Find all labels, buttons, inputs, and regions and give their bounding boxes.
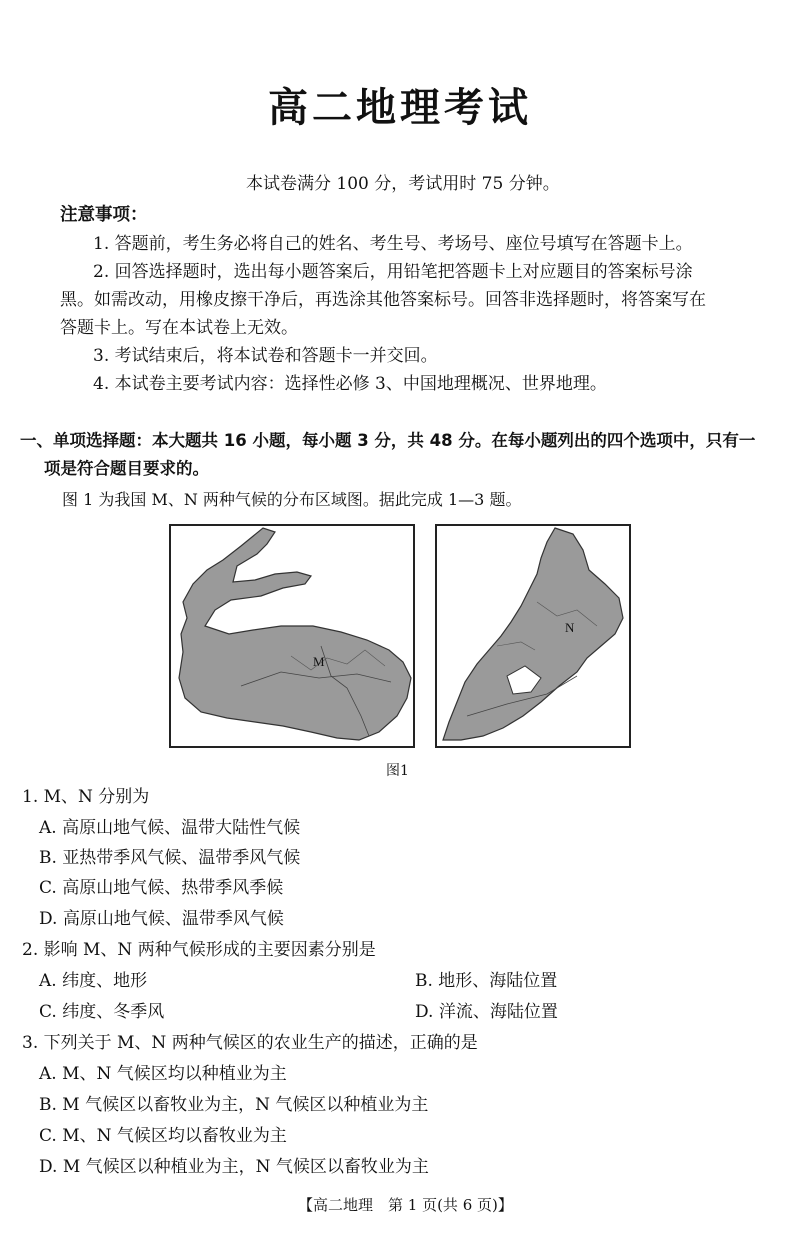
note-item-2-cont: 黑。如需改动，用橡皮擦干净后，再选涂其他答案标号。回答非选择题时，将答案写在 <box>60 290 706 310</box>
question-prompt: 图 1 为我国 M、N 两种气候的分布区域图。据此完成 1—3 题。 <box>62 490 522 509</box>
question-3-option-d: D. M 气候区以种植业为主，N 气候区以畜牧业为主 <box>39 1157 429 1177</box>
question-3-stem: 3. 下列关于 M、N 两种气候区的农业生产的描述，正确的是 <box>22 1033 478 1053</box>
question-3-option-b: B. M 气候区以畜牧业为主，N 气候区以种植业为主 <box>39 1095 429 1115</box>
question-1-option-d: D. 高原山地气候、温带季风气候 <box>39 909 284 929</box>
page-footer: 【高二地理 第 1 页(共 6 页)】 <box>298 1196 513 1214</box>
figure-caption: 图1 <box>386 763 409 779</box>
question-2-option-d: D. 洋流、海陆位置 <box>415 1002 558 1022</box>
question-2-option-a: A. 纬度、地形 <box>39 971 148 991</box>
question-2-stem: 2. 影响 M、N 两种气候形成的主要因素分别是 <box>22 940 376 960</box>
question-3-option-c: C. M、N 气候区均以畜牧业为主 <box>39 1126 287 1146</box>
question-1-option-c: C. 高原山地气候、热带季风季候 <box>39 878 284 898</box>
note-item-3: 3. 考试结束后，将本试卷和答题卡一并交回。 <box>93 346 438 366</box>
question-1-option-a: A. 高原山地气候、温带大陆性气候 <box>39 818 301 838</box>
notes-heading: 注意事项： <box>60 205 148 225</box>
map-m-figure <box>171 526 413 746</box>
question-1-option-b: B. 亚热带季风气候、温带季风气候 <box>39 848 301 868</box>
note-item-1: 1. 答题前，考生务必将自己的姓名、考生号、考场号、座位号填写在答题卡上。 <box>93 234 693 254</box>
question-1-stem: 1. M、N 分别为 <box>22 787 150 807</box>
section-title-cont: 项是符合题目要求的。 <box>44 459 209 478</box>
map-m-panel <box>169 524 415 748</box>
question-2-option-c: C. 纬度、冬季风 <box>39 1002 165 1022</box>
map-n-figure <box>437 526 629 746</box>
section-title: 一、单项选择题：本大题共 16 小题，每小题 3 分，共 48 分。在每小题列出的四个选项中，只有一 <box>20 431 756 450</box>
map-m-label: M <box>313 654 325 669</box>
map-m-region <box>179 528 411 740</box>
note-item-2-end: 答题卡上。写在本试卷上无效。 <box>60 318 298 338</box>
note-item-2: 2. 回答选择题时，选出每小题答案后，用铅笔把答题卡上对应题目的答案标号涂 <box>93 262 693 282</box>
exam-intro: 本试卷满分 100 分，考试用时 75 分钟。 <box>246 174 560 194</box>
map-n-panel <box>435 524 631 748</box>
map-n-region <box>443 528 623 740</box>
page-title: 高二地理考试 <box>268 85 532 131</box>
question-2-option-b: B. 地形、海陆位置 <box>415 971 558 991</box>
note-item-4: 4. 本试卷主要考试内容：选择性必修 3、中国地理概况、世界地理。 <box>93 374 607 394</box>
question-3-option-a: A. M、N 气候区均以种植业为主 <box>39 1064 287 1084</box>
map-n-label: N <box>565 620 575 635</box>
